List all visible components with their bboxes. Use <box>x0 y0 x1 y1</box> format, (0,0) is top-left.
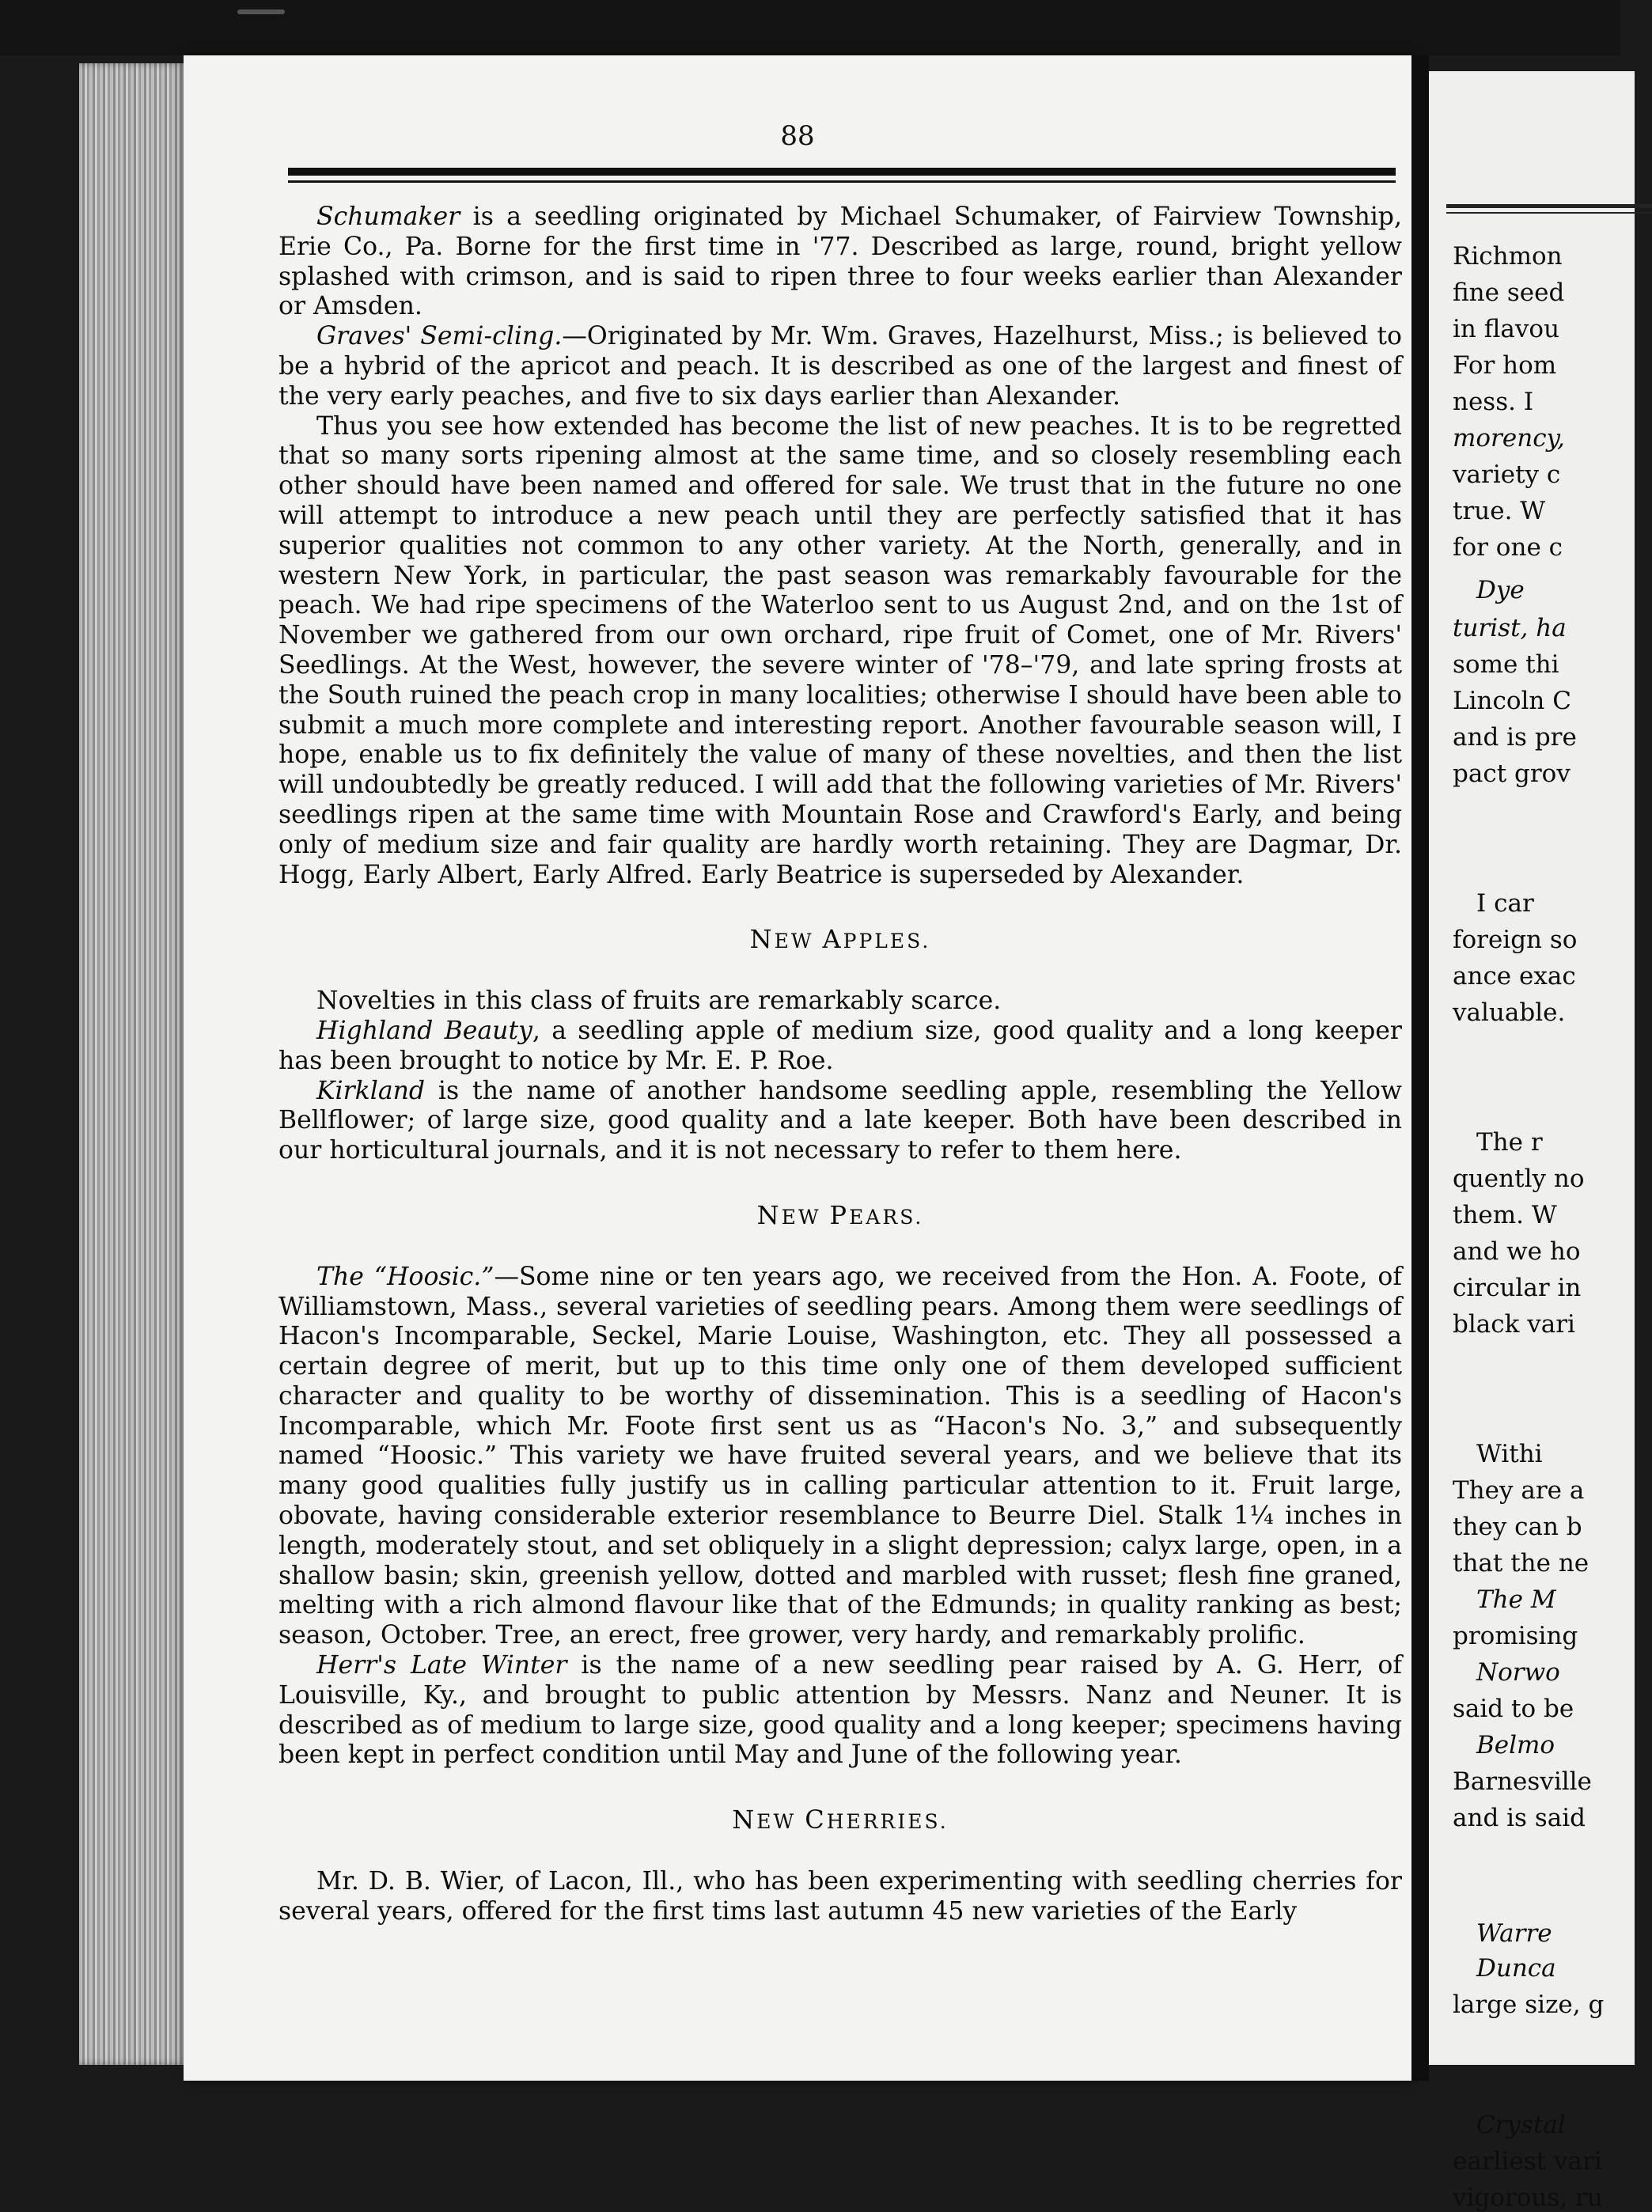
facing-text-line: and is pre <box>1453 723 1577 752</box>
paragraph <box>278 412 1402 891</box>
facing-header-rule-thin <box>1446 212 1652 214</box>
facing-text-line: black vari <box>1453 1310 1575 1339</box>
facing-text-line: some thi <box>1453 650 1559 679</box>
facing-text-line: valuable. <box>1453 998 1566 1027</box>
heading-new-cherries: NEW CHERRIES. <box>732 1805 949 1835</box>
header-rule-thin <box>288 180 1396 183</box>
facing-text-line: Dye <box>1476 576 1525 604</box>
facing-text-line: Lincoln C <box>1453 687 1571 715</box>
paragraph-text: Mr. D. B. Wier, of Lacon, Ill., who has been experimenting with seedling cherries for several years, offered for the first tims last autumn 45 new varieties of the Early <box>278 1867 1402 1926</box>
facing-text-line: Withi <box>1476 1440 1543 1468</box>
facing-text-line: Crystal <box>1476 2111 1566 2139</box>
left-page <box>184 55 1411 2081</box>
facing-text-line: I car <box>1476 889 1534 918</box>
facing-text-line: They are a <box>1453 1476 1585 1505</box>
film-mark <box>237 9 285 14</box>
facing-text-line: For hom <box>1453 351 1557 380</box>
facing-text-line: true. W <box>1453 497 1546 525</box>
paragraph <box>278 1017 1402 1077</box>
facing-text-line: quently no <box>1453 1165 1585 1193</box>
facing-text-line: vigorous, ru <box>1453 2184 1603 2212</box>
facing-text-line: and we ho <box>1453 1237 1581 1266</box>
facing-text-line: large size, g <box>1453 1990 1605 2019</box>
paragraph-text: —Originated by Mr. Wm. Graves, Hazelhurst, Miss.; is believed to be a hybrid of the apricot and peach. It is described as one of the largest and finest of the very early peaches, and five to six days earlier than Alexander. <box>278 322 1403 411</box>
facing-text-line: them. W <box>1453 1201 1557 1229</box>
facing-text-line: in flavou <box>1453 315 1560 343</box>
facing-text-line: Belmo <box>1476 1731 1555 1759</box>
facing-text-line: Richmon <box>1453 242 1563 271</box>
paragraph <box>278 203 1402 322</box>
variety-name: Highland Beauty <box>316 1016 532 1045</box>
facing-text-line: morency, <box>1453 424 1565 453</box>
facing-header-rule <box>1446 204 1652 208</box>
paragraph-text: is the name of another handsome seedling apple, resembling the Yellow Bellflower; of large size, good quality and a late keeper. Both have been described in our horticultural journals, and it is not necessary to refer to them here. <box>278 1076 1402 1165</box>
paragraph <box>278 987 1402 1017</box>
facing-text-line: Dunca <box>1476 1954 1556 1983</box>
variety-name: Graves' Semi-cling. <box>316 322 563 351</box>
facing-text-line: and is said <box>1453 1804 1586 1832</box>
paragraph-text: —Some nine or ten years ago, we received from the Hon. A. Foote, of Williamstown, Mass., several varieties of seedling pears. Among them were seedlings of Hacon's Incomparable, Seckel, Marie Louise, Washington, etc. They all possessed a certain degree of merit, but up to this time only one of them developed sufficient character and quality to be worthy of dissemination. This is a seedling of Hacon's Incomparable, which Mr. Foote first sent us as “Hacon's No. 3,” and subsequently named “Hoosic.” This variety we have fruited several years, and we believe that its many good qualities fully justify us in calling particular attention to it. Fruit large, obovate, having considerable exterior resemblance to Beurre Diel. Stalk 1¼ inches in length, moderately stout, and set obliquely in a slight depression; calyx large, open, in a shallow basin; skin, greenish yellow, dotted and marbled with russet; flesh fine graned, melting with a rich almond flavour like that of the Edmunds; in quality ranking as best; season, October. Tree, an erect, free grower, very hardy, and remarkably prolific. <box>278 1262 1402 1650</box>
heading-new-apples: NEW APPLES. <box>749 924 931 955</box>
paragraph-text: , a seedling apple of medium size, good quality and a long keeper has been brought to notice by Mr. E. P. Roe. <box>278 1016 1402 1075</box>
peaches-section <box>278 203 1402 890</box>
cherries-section <box>278 1867 1402 1927</box>
facing-text-line: pact grov <box>1453 759 1571 788</box>
facing-text-line: that the ne <box>1453 1549 1589 1578</box>
paragraph <box>278 1077 1402 1166</box>
facing-text-line: foreign so <box>1453 926 1578 954</box>
paragraph <box>278 1263 1402 1651</box>
variety-name: Schumaker <box>316 203 460 231</box>
apples-section <box>278 987 1402 1166</box>
facing-text-line: Barnesville <box>1453 1767 1592 1796</box>
heading-new-pears: NEW PEARS. <box>756 1199 924 1230</box>
facing-text-line: for one c <box>1453 533 1563 562</box>
paragraph-text: Thus you see how extended has become the list of new peaches. It is to be regretted that so many sorts ripening almost at the same time, and so closely resembling each other should have been named and offered for sale. We trust that in the future no one will attempt to introduce a new peach until they are perfectly satisfied that it has superior qualities not common to any other variety. At the North, generally, and in western New York, in particular, the past season was remarkably favourable for the peach. We had ripe specimens of the Waterloo sent to us August 2nd, and on the 1st of November we gathered from our own orchard, ripe fruit of Comet, one of Mr. Rivers' Seedlings. At the West, however, the severe winter of '78–'79, and late spring frosts at the South ruined the peach crop in many localities; otherwise I should have been able to submit a much more complete and interesting report. Another favourable season will, I hope, enable us to fix definitely the value of many of these novelties, and then the list will undoubtedly be greatly reduced. I will add that the following varieties of Mr. Rivers' seedlings ripen at the same time with Mountain Rose and Crawford's Early, and being only of medium size and fair quality are hardly worth retaining. They are Dagmar, Dr. Hogg, Early Albert, Early Alfred. Early Beatrice is superseded by Alexander. <box>278 411 1402 889</box>
pears-section <box>278 1263 1402 1771</box>
facing-text-line: circular in <box>1453 1274 1582 1302</box>
page-edges <box>79 63 186 2065</box>
facing-text-line: earliest vari <box>1453 2147 1602 2176</box>
paragraph-text: Novelties in this class of fruits are remarkably scarce. <box>316 987 1002 1016</box>
facing-text-line: they can b <box>1453 1513 1582 1541</box>
page-body <box>278 203 1402 1927</box>
facing-text-line: The r <box>1476 1128 1543 1157</box>
page-number: 88 <box>780 120 815 152</box>
paragraph <box>278 1867 1402 1927</box>
facing-text-line: The M <box>1476 1585 1556 1614</box>
facing-text-line: said to be <box>1453 1695 1574 1723</box>
facing-text-line: variety c <box>1453 460 1561 489</box>
facing-text-line: fine seed <box>1453 278 1565 307</box>
facing-text-line: ness. I <box>1453 388 1534 416</box>
facing-text-line: promising <box>1453 1622 1578 1650</box>
film-border <box>0 0 1620 55</box>
header-rule-thick <box>288 168 1396 176</box>
paragraph-text: is the name of a new seedling pear raised by A. G. Herr, of Louisville, Ky., and brought to public attention by Messrs. Nanz and Neuner. It is described as of medium to large size, good quality and a long keeper; specimens having been kept in perfect condition until May and June of the following year. <box>278 1651 1402 1770</box>
facing-text-line: Norwo <box>1476 1658 1560 1687</box>
facing-text-line: turist, ha <box>1453 614 1567 642</box>
variety-name: Herr's Late Winter <box>316 1651 567 1680</box>
facing-text-line: Warre <box>1476 1919 1552 1948</box>
paragraph-text: is a seedling originated by Michael Schumaker, of Fairview Township, Erie Co., Pa. Borne for the first time in '77. Described as large, round, bright yellow splashed with crimson, and is said to ripen three to four weeks earlier than Alexander or Amsden. <box>278 203 1402 321</box>
facing-page <box>1429 71 1635 2212</box>
paragraph <box>278 1651 1402 1771</box>
book-gutter <box>1411 55 1429 2081</box>
variety-name: The “Hoosic.” <box>316 1262 494 1291</box>
paragraph <box>278 322 1402 411</box>
variety-name: Kirkland <box>316 1076 426 1105</box>
facing-text-line: ance exac <box>1453 962 1576 990</box>
